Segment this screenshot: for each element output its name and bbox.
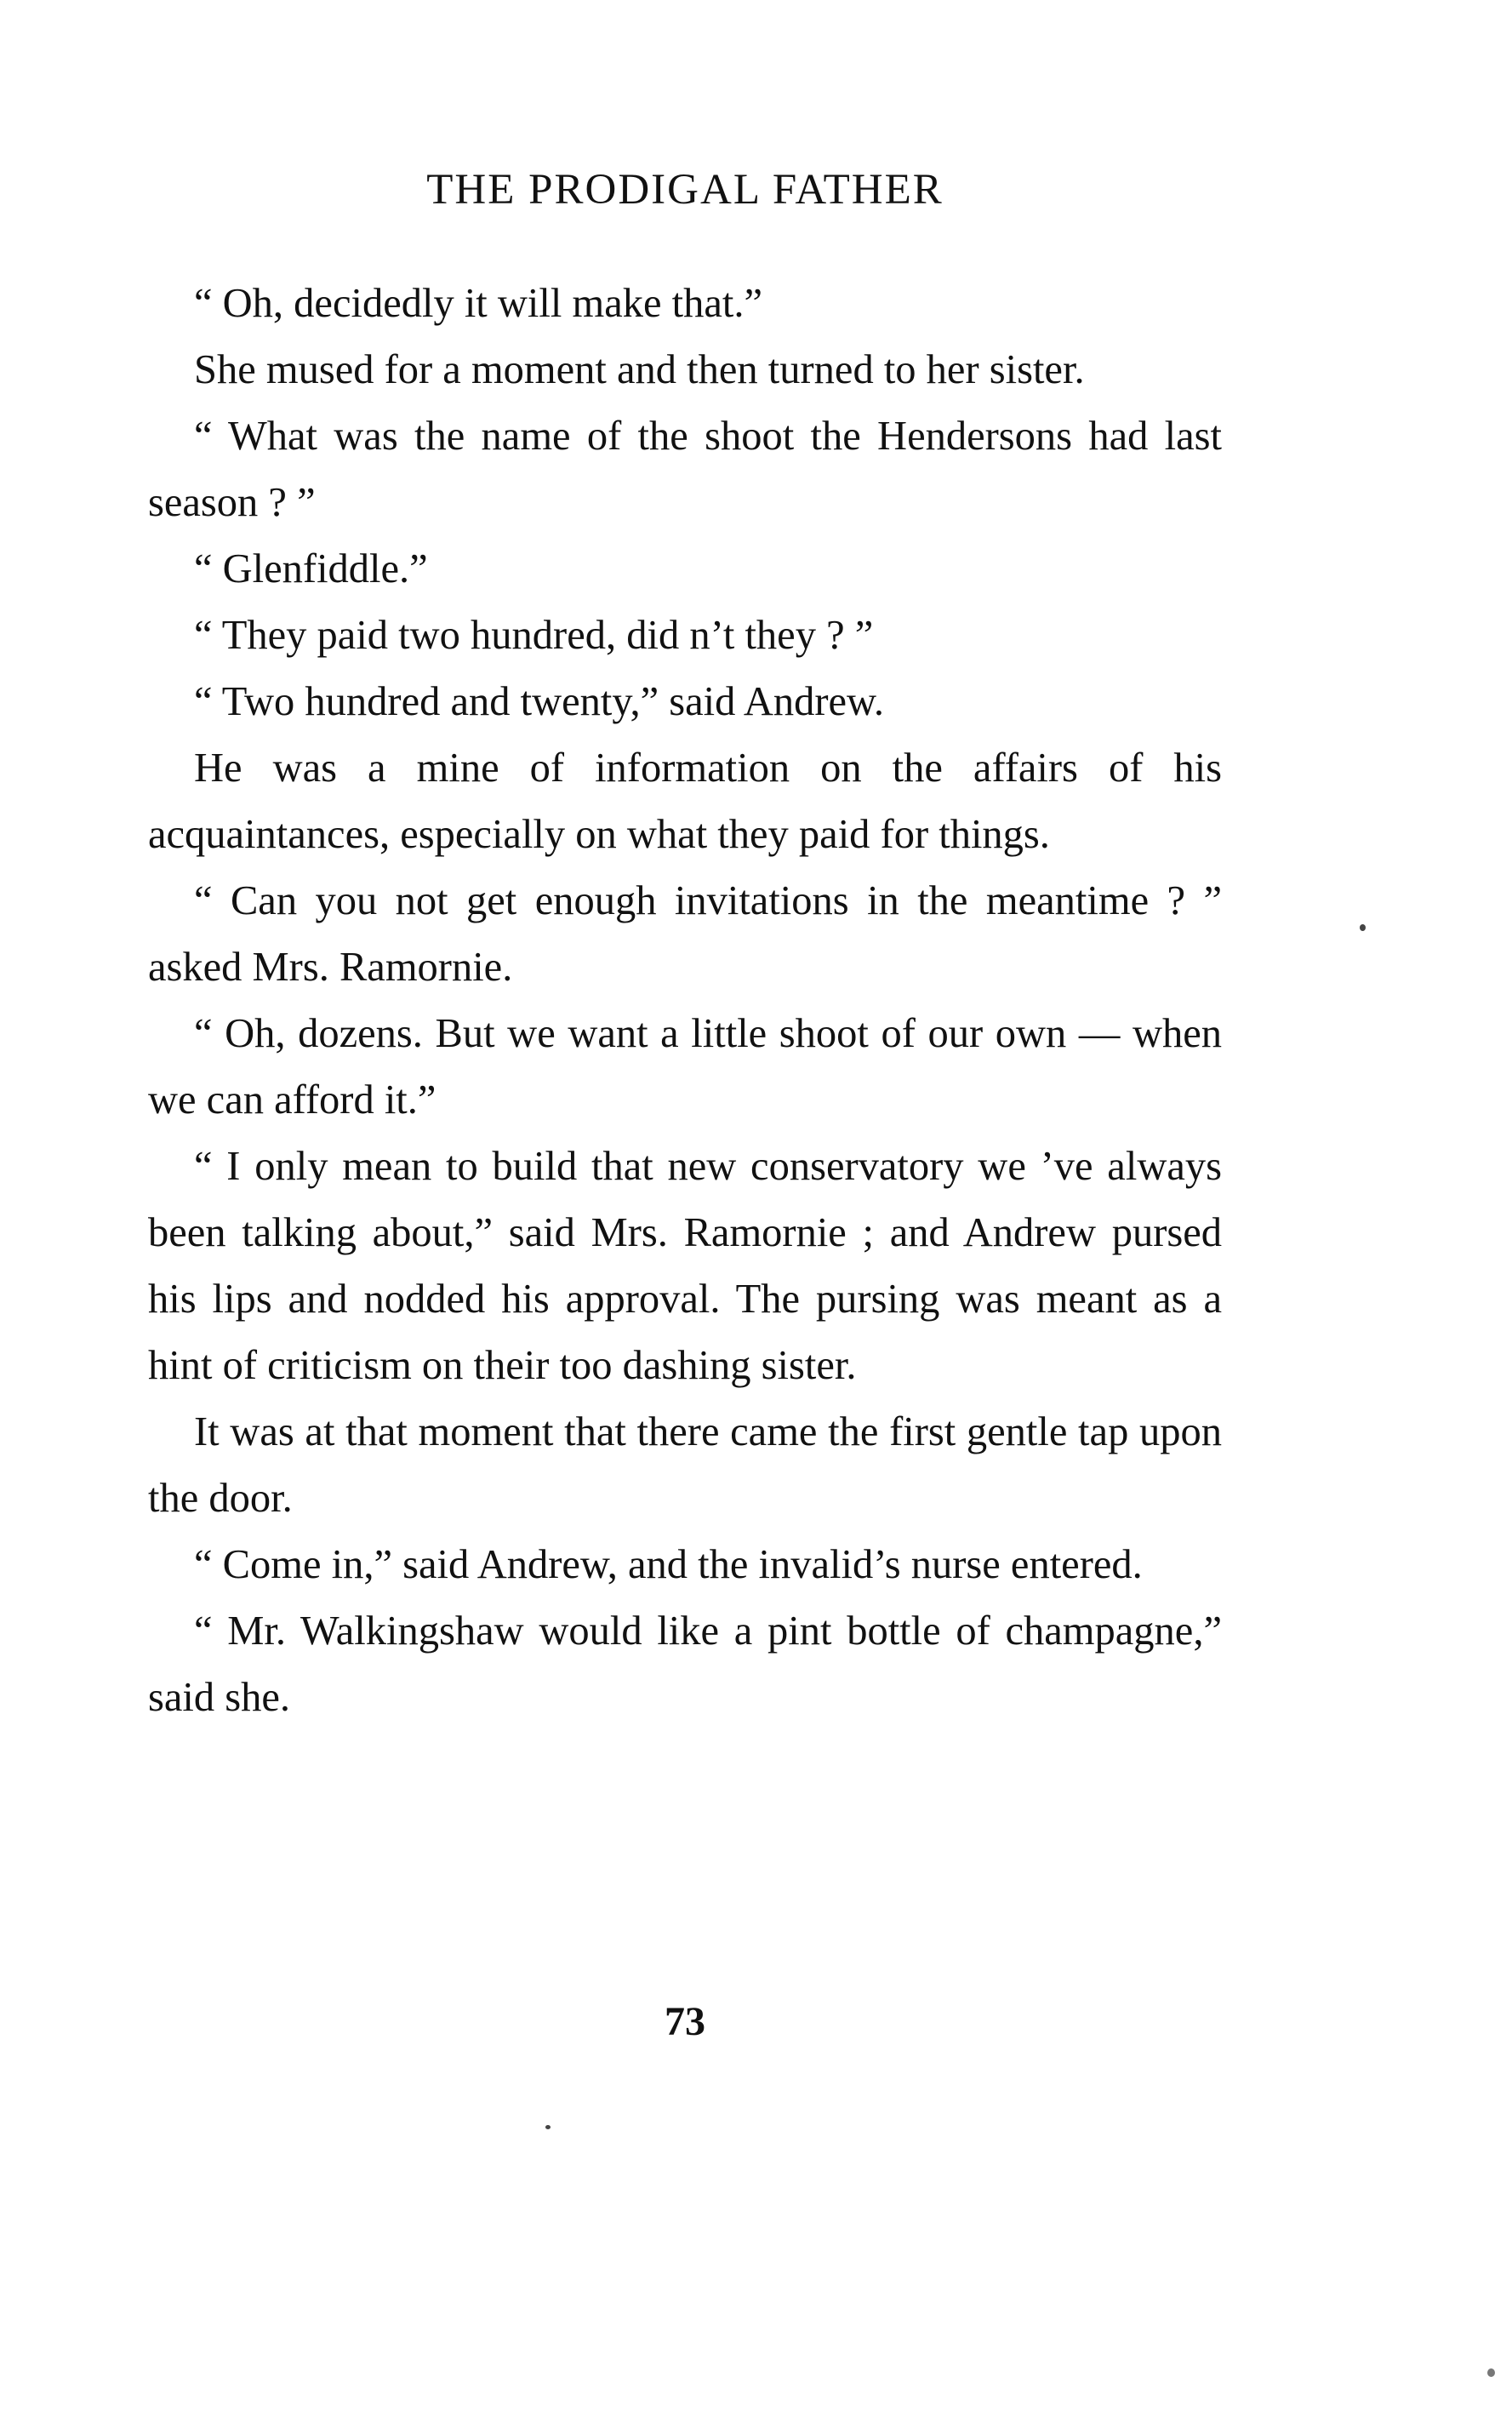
running-header: THE PRODIGAL FATHER — [426, 166, 944, 214]
scan-speck — [1487, 2368, 1495, 2377]
paragraph: “ Can you not get enough invitations in the meantime ? ” asked Mrs. Ramornie. — [148, 878, 1222, 990]
paragraph: “ They paid two hundred, did n’t they ? ” — [194, 613, 874, 658]
paragraph: “ Mr. Walkingshaw would like a pint bottle of champagne,” said she. — [148, 1608, 1222, 1720]
paragraph: “ Come in,” said Andrew, and the invalid’s nurse entered. — [194, 1542, 1143, 1587]
paragraph: It was at that moment that there came the first gentle tap upon the door. — [148, 1409, 1222, 1521]
paragraph: He was a mine of information on the affairs of his acquaintances, especially on what they paid for things. — [148, 746, 1222, 857]
scan-speck — [1360, 924, 1366, 931]
paragraph: “ Two hundred and twenty,” said Andrew. — [194, 679, 885, 724]
paragraph: “ Oh, dozens. But we want a little shoot of our own — when we can afford it.” — [148, 1011, 1222, 1123]
scan-speck — [545, 2125, 551, 2129]
page-number: 73 — [665, 1999, 705, 2044]
paragraph: “ Oh, decidedly it will make that.” — [194, 281, 763, 326]
paragraph: “ What was the name of the shoot the Hendersons had last season ? ” — [148, 414, 1222, 525]
paragraph: She mused for a moment and then turned to her sister. — [194, 347, 1085, 392]
paragraph: “ I only mean to build that new conservatory we ’ve always been talking about,” said Mrs. Ramornie ; and Andrew pursed his lips and nodded his approval. The pursing was meant as a hint of criticism on their too dashing sister. — [148, 1144, 1222, 1388]
paragraph: “ Glenfiddle.” — [194, 546, 428, 591]
body-text — [148, 271, 1222, 1731]
